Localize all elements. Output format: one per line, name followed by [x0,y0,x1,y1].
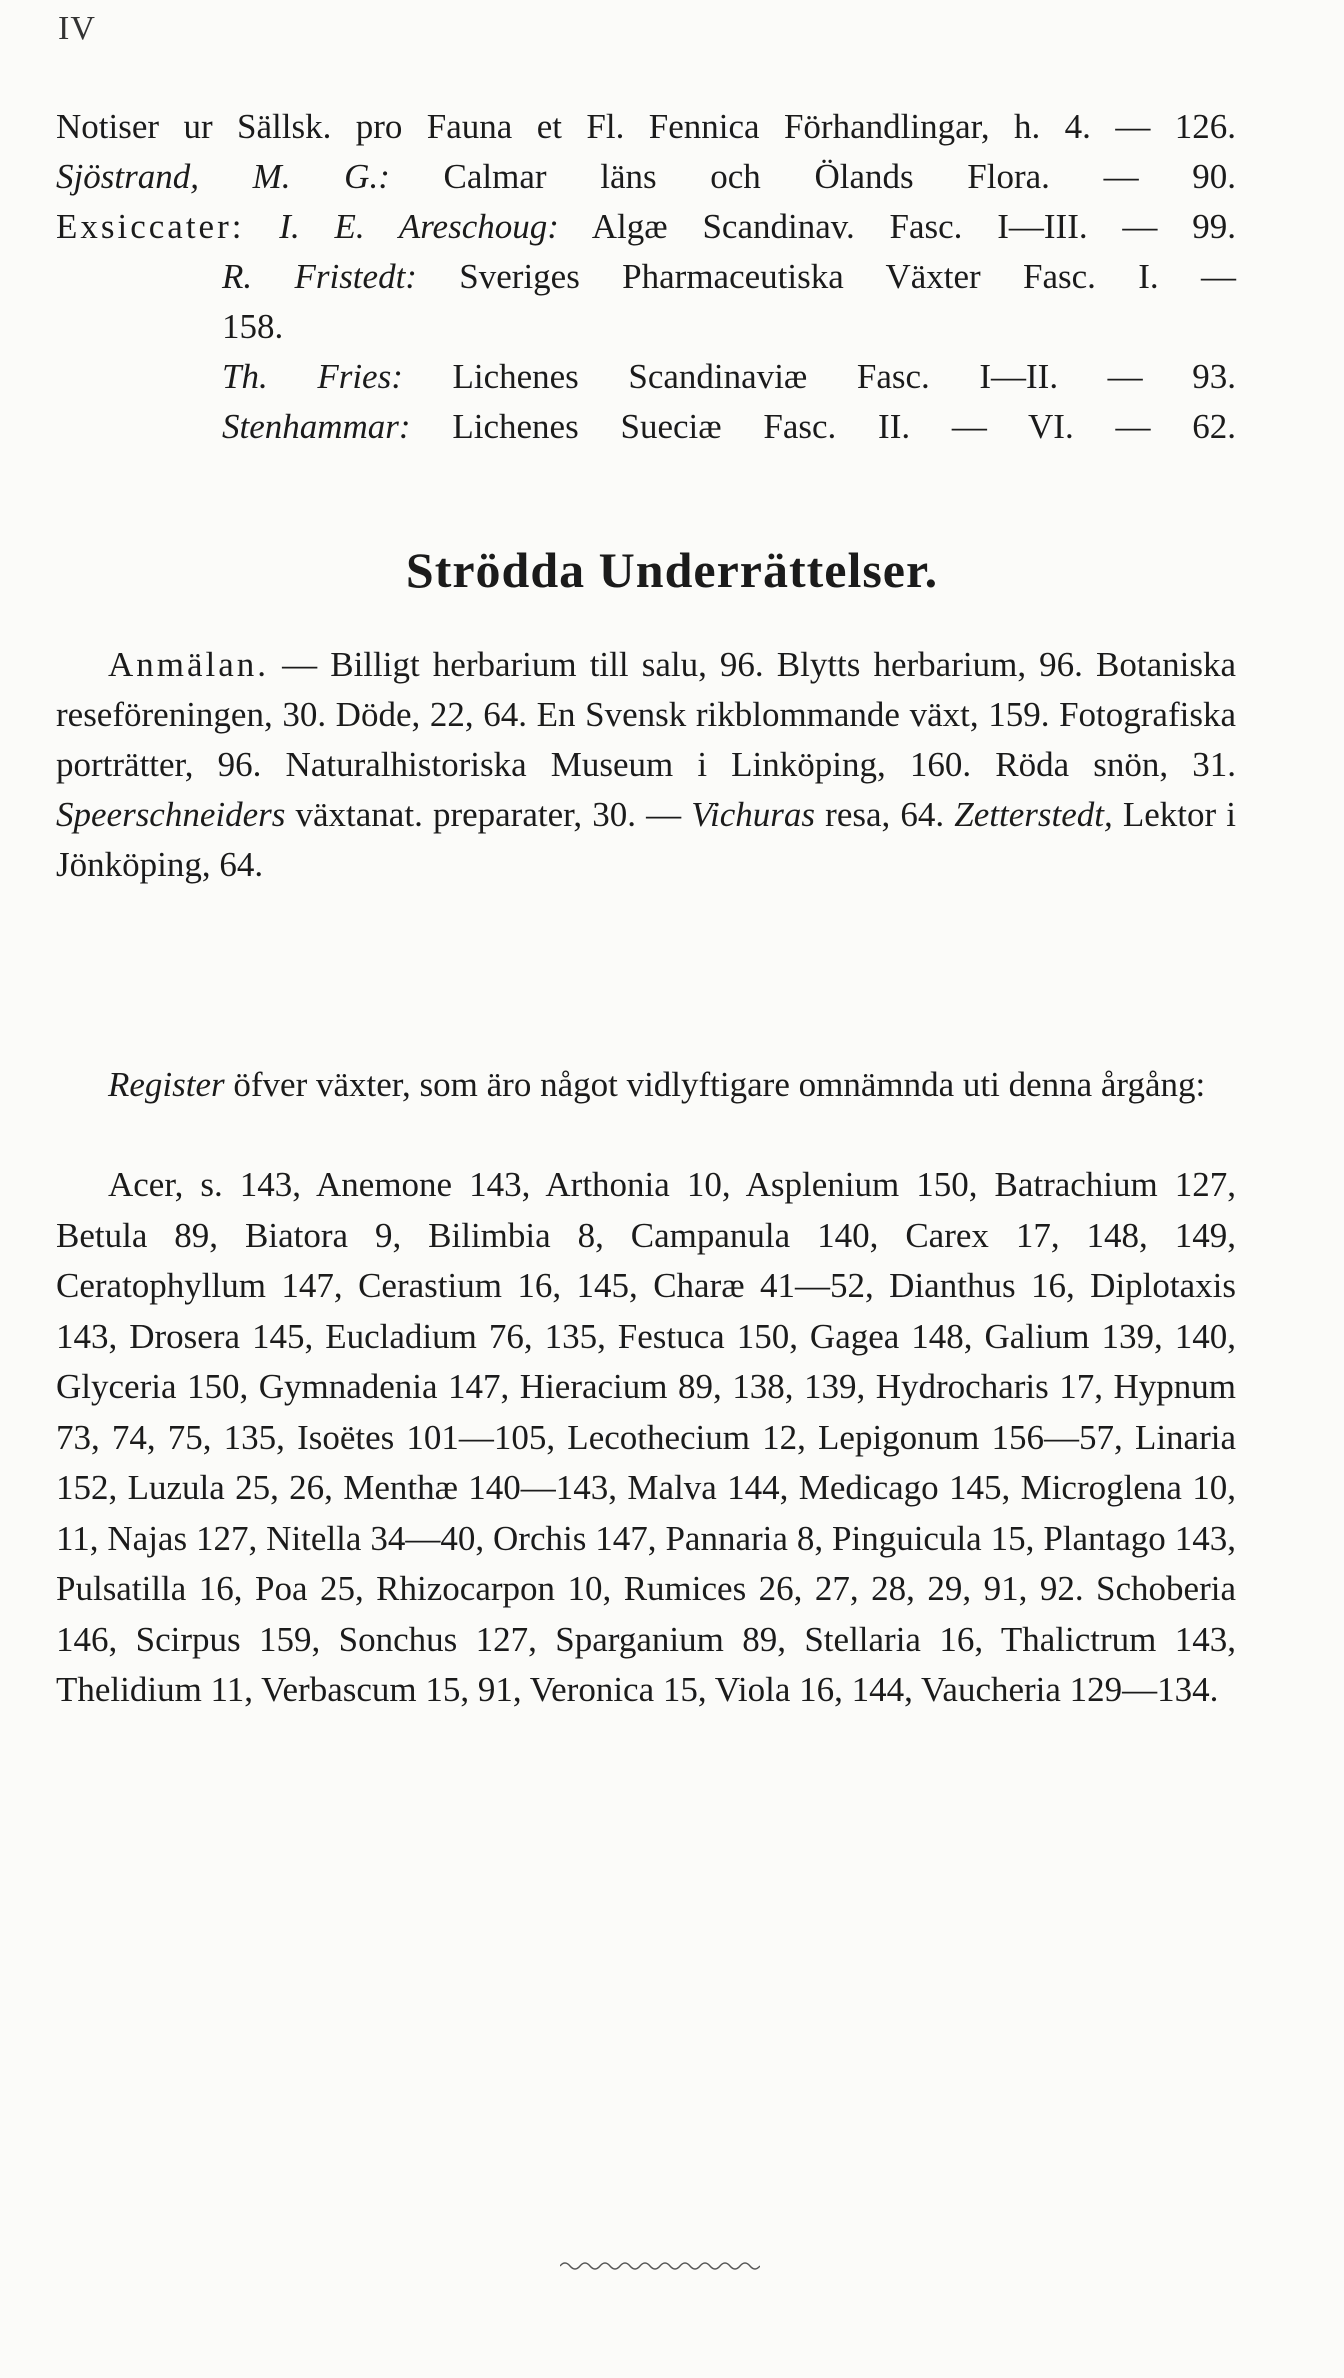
exsiccater-label: Exsiccater: [56,207,245,246]
person-name: Vichuras [691,795,816,834]
notice-text: Notiser ur Sällsk. pro Fauna et Fl. Fennica Förhandlingar, h. 4. — 126. [56,107,1236,146]
notice-text: Algæ Scandinav. Fasc. I—III. — 99. [591,207,1237,246]
announcements-label: Anmälan. [108,645,270,684]
register-intro-text: öfver växter, som äro något vidlyftigare omnämnda uti denna årgång: [233,1065,1206,1104]
notice-line-2 [56,152,1236,202]
notice-text: 158. [222,307,284,346]
notice-text: Calmar läns och Ölands Flora. — 90. [443,157,1236,196]
notice-text: Sveriges Pharmaceutiska Växter Fasc. I. — [459,257,1236,296]
author-name: Th. Fries: [222,357,403,396]
notice-line-4 [222,252,1236,302]
register-entries: Acer, s. 143, Anemone 143, Arthonia 10, Asplenium 150, Batrachium 127, Betula 89, Biatora 9, Bilimbia 8, Campanula 140, Carex 17, 148, 149, Ceratophyllum 147, Cerastium 16, 145, Charæ 41—52, Dianthus 16, Diplotaxis 143, Drosera 145, Eucladium 76, 135, Festuca 150, Gagea 148, Galium 139, 140, Glyceria 150, Gymnadenia 147, Hieracium 89, 138, 139, Hydrocharis 17, Hypnum 73, 74, 75, 135, Isoëtes 101—105, Lecothecium 12, Lepigonum 156—57, Linaria 152, Luzula 25, 26, Menthæ 140—143, Malva 144, Medicago 145, Microglena 10, 11, Najas 127, Nitella 34—40, Orchis 147, Pannaria 8, Pinguicula 15, Plantago 143, Pulsatilla 16, Poa 25, Rhizocarpon 10, Rumices 26, 27, 28, 29, 91, 92. Schoberia 146, Scirpus 159, Sonchus 127, Sparganium 89, Stellaria 16, Thalictrum 143, Thelidium 11, Verbascum 15, 91, Veronica 15, Viola 16, 144, Vaucheria 129—134. [56,1165,1236,1709]
notice-line-5 [222,302,422,352]
notice-line-1 [56,102,1236,152]
author-name: I. E. Areschoug: [279,207,559,246]
author-name: Sjöstrand, M. G.: [56,157,390,196]
announcements-text: — Billigt herbarium till salu, 96. Blytts herbarium, 96. Botaniska reseföreningen, 30. Döde, 22, 64. En Svensk rikblommande växt, 159. Fotografiska porträtter, 96. Naturalhistoriska Museum i Linköping, 160. Röda snön, 31. [56,645,1236,784]
section-heading: Strödda Underrättelser. [405,542,939,598]
announcements-text: Lektor i Jönköping, 64. [56,795,1236,884]
notice-text: Lichenes Scandinaviæ Fasc. I—II. — 93. [452,357,1237,396]
announcements-text: växtanat. preparater, 30. — [295,795,682,834]
notice-line-6 [222,352,1236,402]
wavy-divider [560,2260,760,2272]
notice-line-3 [56,202,1236,252]
author-name: R. Fristedt: [222,257,417,296]
announcements-text: resa, 64. [825,795,945,834]
notice-text: Lichenes Sueciæ Fasc. II. — VI. — 62. [452,407,1236,446]
person-name: Zetterstedt, [954,795,1113,834]
person-name: Speerschneiders [56,795,286,834]
register-label: Register [108,1065,225,1104]
announcements-paragraph [56,640,1236,890]
register-intro [56,1060,1236,1110]
page-number: IV [58,10,96,47]
notice-line-7 [222,402,1236,452]
author-name: Stenhammar: [222,407,411,446]
